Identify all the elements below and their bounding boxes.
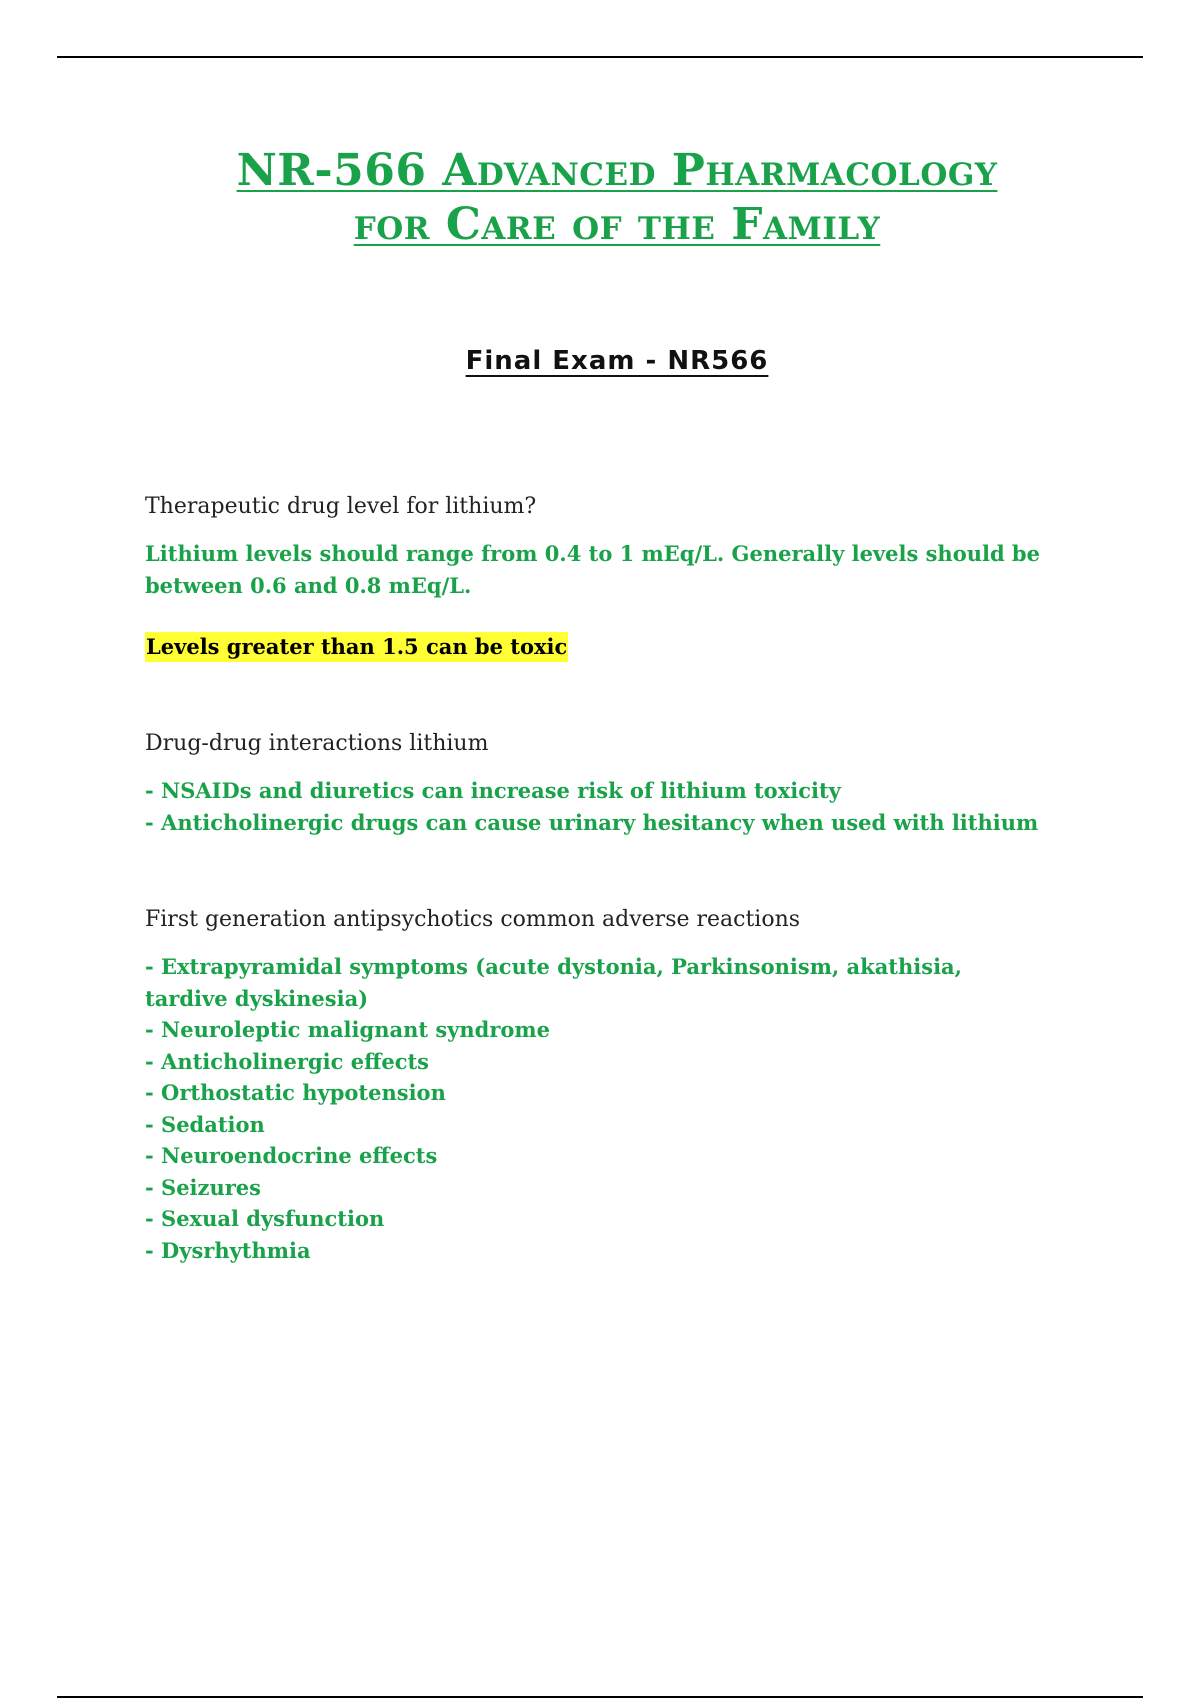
document-subtitle (0, 346, 1200, 376)
answer-1: Lithium levels should range from 0.4 to 1 mEq/L. Generally levels should be between 0.6 and 0.8 mEq/L. (145, 541, 1040, 598)
list-item: - Neuroendocrine effects (145, 1140, 1045, 1172)
interaction-list (145, 775, 1045, 838)
adverse-reaction-list (145, 951, 1045, 1266)
list-item: - Extrapyramidal symptoms (acute dystonia, Parkinsonism, akathisia, tardive dyskinesia) (145, 951, 1045, 1014)
list-item: - Sexual dysfunction (145, 1203, 1045, 1235)
list-item: - Anticholinergic effects (145, 1046, 1045, 1078)
toxicity-highlight: Levels greater than 1.5 can be toxic (145, 632, 568, 662)
list-item: - Anticholinergic drugs can cause urinary hesitancy when used with lithium (145, 807, 1045, 839)
section-antipsychotic-reactions (145, 905, 1045, 1266)
section-lithium-level (145, 492, 1045, 662)
question-1: Therapeutic drug level for lithium? (145, 494, 537, 519)
title-line-2: for Care of the Family (353, 199, 881, 250)
question-3: First generation antipsychotics common adverse reactions (145, 907, 801, 932)
list-item: - Dysrhythmia (145, 1235, 1045, 1267)
document-title (0, 144, 1200, 252)
list-item: - Seizures (145, 1172, 1045, 1204)
list-item: - NSAIDs and diuretics can increase risk of lithium toxicity (145, 775, 1045, 807)
top-rule (57, 56, 1143, 58)
title-line-1: NR-566 Advanced Pharmacology (236, 145, 998, 196)
list-item: - Sedation (145, 1109, 1045, 1141)
section-lithium-interactions (145, 729, 1045, 838)
bottom-rule (57, 1696, 1143, 1698)
list-item: - Neuroleptic malignant syndrome (145, 1014, 1045, 1046)
list-item: - Orthostatic hypotension (145, 1077, 1045, 1109)
question-2: Drug-drug interactions lithium (145, 731, 489, 756)
subtitle-text: Final Exam - NR566 (465, 346, 769, 376)
